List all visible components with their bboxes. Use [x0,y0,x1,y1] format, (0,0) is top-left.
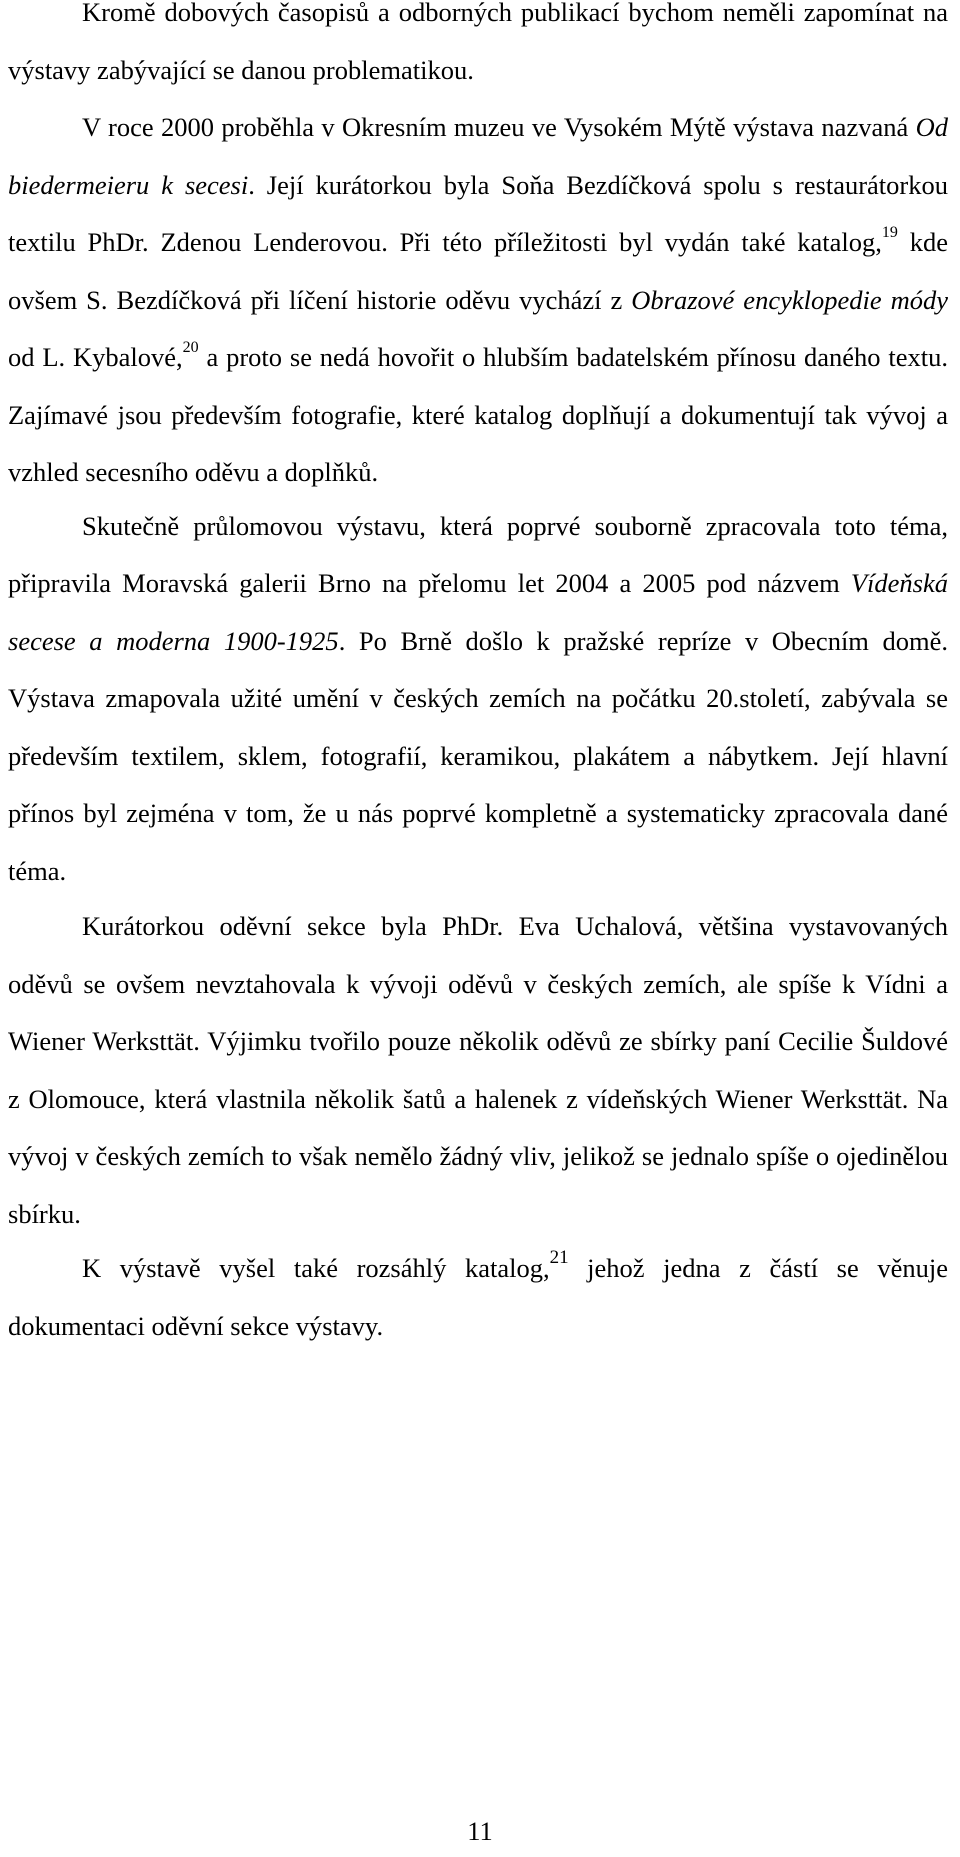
text-span: kde ovšem S. Bezdíčková při líčení historie oděvu vychází z [8,227,948,315]
exhibition-title: Vídeňská secese a moderna 1900-1925 [8,568,948,656]
paragraph-brno-exhibition [8,498,948,901]
text-span: jehož jedna z částí se věnuje dokumentaci oděvní sekce výstavy. [8,1253,948,1341]
text-span: . Její kurátorkou byla Soňa Bezdíčková spolu s restaurátorkou textilu PhDr. Zdenou Lenderovou. Při této příležitosti byl vydán také katalog, [8,169,948,257]
text-span: . Po Brně došlo k pražské repríze v Obecním domě. Výstava zmapovala užité umění v českých zemích na počátku 20.století, zabývala se především textilem, sklem, fotografií, keramikou, plakátem a nábytkem. Její hlavní přínos byl zejména v tom, že u nás poprvé kompletně a systematicky zpracovala dané téma. [8,625,948,886]
page-body [8,0,948,1355]
text-span: a proto se nedá hovořit o hlubším badatelském přínosu daného textu. Zajímavé jsou především fotografie, které katalog doplňují a dokumentují tak vývoj a vzhled secesního oděvu a doplňků. [8,342,948,487]
book-title: Obrazové encyklopedie módy [631,284,948,315]
footnote-ref[interactable]: 19 [881,224,898,242]
text-span: Kromě dobových časopisů a odborných publikací bychom neměli zapomínat na výstavy zabývající se danou problematikou. [8,0,948,85]
paragraph-vysoke-myto-exhibition [8,99,948,502]
text-span: V roce 2000 proběhla v Okresním muzeu ve Vysokém Mýtě výstava nazvaná [82,112,916,142]
paragraph-exhibitions-intro [8,0,948,99]
footnote-ref[interactable]: 21 [549,1247,569,1269]
page-number: 11 [467,1816,493,1846]
paragraph-curator-clothing-section [8,898,948,1243]
text-span: K výstavě vyšel také rozsáhlý katalog, [82,1253,550,1283]
text-span: Skutečně průlomovou výstavu, která poprvé souborně zpracovala toto téma, připravila Moravská galerii Brno na přelomu let 2004 a 2005 pod názvem [8,510,948,598]
exhibition-title: Od biedermeieru k secesi [8,112,948,200]
footnote-ref[interactable]: 20 [182,339,199,357]
paragraph-catalogue [8,1240,948,1355]
text-span: Kurátorkou oděvní sekce byla PhDr. Eva Uchalová, většina vystavovaných oděvů se ovšem nevztahovala k vývoji oděvů v českých zemích, ale spíše k Vídni a Wiener Werksttät. Výjimku tvořilo pouze několik oděvů ze sbírky paní Cecilie Šuldové z Olomouce, která vlastnila několik šatů a halenek z vídeňských Wiener Werksttät. Na vývoj v českých zemích to však nemělo žádný vliv, jelikož se jednalo spíše o ojedinělou sbírku. [8,911,948,1229]
text-span: od L. Kybalové, [8,342,183,372]
